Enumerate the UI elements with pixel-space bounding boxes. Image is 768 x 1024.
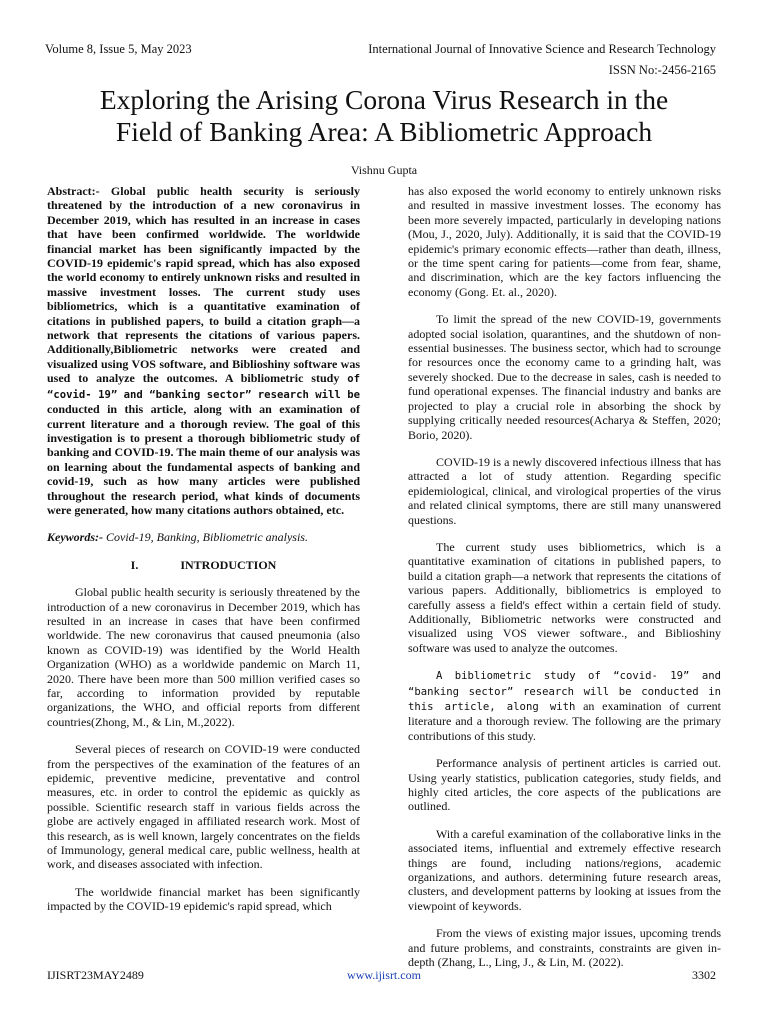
paragraph: Global public health security is seriously threatened by the introduction of a new coronavirus in December 2019, which has resulted in an increase in cases that have been confirmed worldwide. The new coronavirus that caused pneumonia (also known as COVID-19) was identified by the World Health Organization (WHO) as a worldwide pandemic on March 11, 2020. There have been more than 500 million verified cases so far, according to information provided by reputable organizations, the WHO, and official reports from different countries(Zhong, M., & Lin, M.,2022). [47, 585, 360, 729]
abstract-text-b: conducted in this article, along with an examination of current literature and a thorough review. The goal of this investigation is to present a thorough bibliometric study of banking and COVID-19. The main theme of our analysis was on learning about the fundamental aspects of banking and covid-19, such as how many articles were published throughout the research period, what kinds of documents were generated, how many citations authors obtained, etc. [47, 402, 360, 517]
paper-title [30, 84, 738, 148]
paragraph: has also exposed the world economy to entirely unknown risks and resulted in massive investment losses. The economy has been more severely impacted, particularly in developing nations (Mou, J., 2020, July). Additionally, it is said that the COVID-19 epidemic's primary economic effects—rather than death, illness, or the time spent caring for patients—come from fear, shame, and discrimination, which are the key factors influencing the economy (Gong. Et. al., 2020). [408, 184, 721, 299]
abstract-text-a: Global public health security is seriously threatened by the introduction of a new coronavirus in December 2019, which has resulted in an increase in cases that have been confirmed worldwide. The worldwide financial market has been significantly impacted by the COVID-19 epidemic's rapid spread, which has also exposed the world economy to entirely unknown risks and resulted in massive investment losses. The current study uses bibliometrics, which is a quantitative examination of citations in published papers, to build a citation graph—a network that represents the citations of various papers. Additionally,Bibliometric networks were created and visualized using VOS software, and Biblioshiny software was used to analyze the outcomes. A bibliometric study [47, 184, 360, 386]
paragraph: Performance analysis of pertinent articles is carried out. Using yearly statistics, publication categories, study fields, and highly cited articles, the core aspects of the publications are outlined. [408, 756, 721, 814]
author-name: Vishnu Gupta [350, 163, 418, 177]
footer-url[interactable]: www.ijisrt.com [347, 968, 421, 982]
paragraph: From the views of existing major issues, upcoming trends and future problems, and constraints, constraints are given in-depth (Zhang, L., Ling, J., & Lin, M. (2022). [408, 926, 721, 970]
abstract-label: Abstract:- [47, 184, 100, 198]
keywords-label: Keywords:- [47, 530, 103, 545]
footer-code: IJISRT23MAY2489 [47, 968, 144, 982]
paragraph [408, 668, 721, 743]
title-line-1: Exploring the Arising Corona Virus Research in the [99, 84, 669, 115]
abstract [47, 184, 360, 517]
paragraph: Several pieces of research on COVID-19 were conducted from the perspectives of the examination of the features of an epidemic, preventive medicine, preventative and control measures, etc. in order to control the epidemic as quickly as possible. Scientific research staff in various fields across the globe are actively engaged in affiliated research work. Most of this research, as is well known, largely concentrates on the fields of Immunology, general medical care, public wellness, health at work, and diseases associated with infection. [47, 742, 360, 872]
section-number: I. [130, 557, 139, 572]
page-number: 3302 [692, 968, 716, 982]
mono-text: A bibliometric study of “covid- 19” and “banking sector” research will be conducted in this article, along with [408, 670, 721, 713]
paragraph: To limit the spread of the new COVID-19, governments adopted social isolation, quarantines, and the shutdown of non-essential businesses. The business sector, which had to scrounge for resources once the economy came to a grinding halt, was severely shocked. Due to the decrease in sales, cash is needed to fund operational expenses. The financial industry and banks are projected to play a crucial role in absorbing the shock by supplying critically needed resources(Acharya & Steffen, 2020; Borio, 2020). [408, 312, 721, 442]
header-journal: International Journal of Innovative Science and Research Technology [368, 42, 716, 56]
section-heading [47, 558, 360, 572]
paragraph: With a careful examination of the collaborative links in the associated items, influential and extremely effective research things are found, including nations/regions, academic organizations, and authors. determining future research areas, clusters, and development patterns by looking at issues from the viewpoint of keywords. [408, 826, 721, 913]
header-issn: ISSN No:-2456-2165 [608, 63, 716, 77]
paragraph: The worldwide financial market has been significantly impacted by the COVID-19 epidemic's rapid spread, which [47, 884, 360, 914]
title-line-2: Field of Banking Area: A Bibliometric Approach [115, 116, 653, 147]
section-title: INTRODUCTION [180, 557, 277, 572]
header-volume: Volume 8, Issue 5, May 2023 [45, 42, 192, 56]
left-column [47, 184, 360, 927]
right-column [408, 184, 721, 983]
paragraph-text: an examination of current literature and a thorough review. The following are the primary contributions of this study. [408, 699, 721, 743]
abstract-mono-text: of “covid- 19” and “banking sector” research will be [47, 373, 360, 401]
keywords [47, 530, 360, 544]
paragraph: COVID-19 is a newly discovered infectious illness that has attracted a lot of study attention. Regarding specific epidemiological, clinical, and virological properties of the virus and related clinical symptoms, there are still many unanswered questions. [408, 454, 721, 527]
paragraph: The current study uses bibliometrics, which is a quantitative examination of citations in published papers, to build a citation graph—a network that represents the citations of various papers. Additionally, bibliometrics is employed to carefully assess a field's effect within a certain field of study. Additionally, Bibliometric networks were constructed and visualized using VOS viewer software., and Biblioshiny software was used to analyze the outcomes. [408, 539, 721, 655]
keywords-text: Covid-19, Banking, Bibliometric analysis. [103, 530, 308, 545]
